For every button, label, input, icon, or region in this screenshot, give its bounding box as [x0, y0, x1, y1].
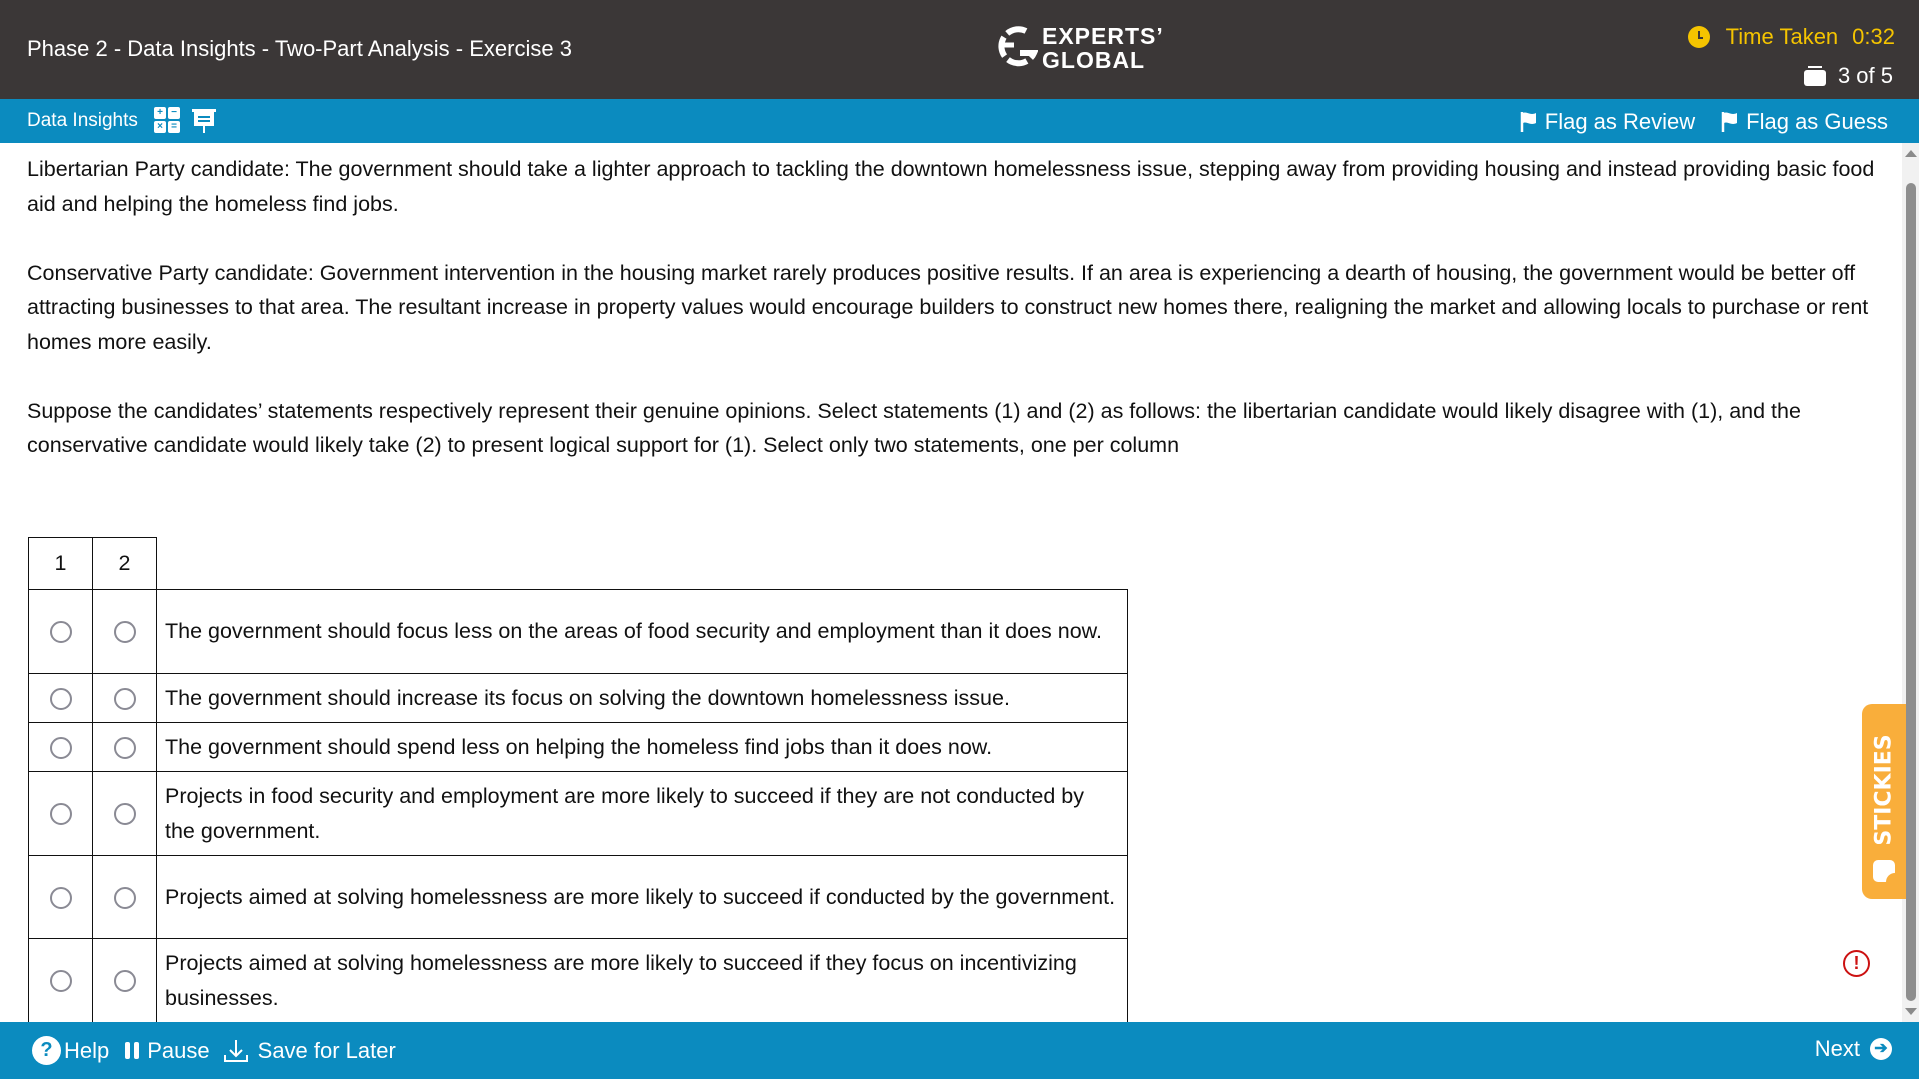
save-for-later-button[interactable]: [222, 1037, 396, 1065]
question-passage: [27, 152, 1877, 497]
flag-icon: [1721, 111, 1739, 133]
scroll-up-arrow-icon[interactable]: [1905, 150, 1917, 157]
table-row: [29, 856, 1128, 939]
statement-text: The government should spend less on helping the homeless find jobs than it does now.: [157, 723, 1128, 772]
table-header-row: [29, 538, 1128, 590]
clock-icon: [1688, 26, 1710, 48]
help-button[interactable]: [32, 1036, 109, 1065]
time-taken: [1688, 24, 1895, 50]
next-button[interactable]: [1815, 1036, 1892, 1062]
timer-value: 0:32: [1852, 24, 1895, 49]
radio-col1-row6[interactable]: [50, 970, 72, 992]
statement-text: Projects aimed at solving homelessness are more likely to succeed if conducted by the government.: [157, 856, 1128, 939]
column-header-1: 1: [29, 538, 93, 590]
report-error-icon[interactable]: !: [1843, 950, 1870, 977]
pause-label: Pause: [147, 1037, 210, 1063]
radio-col1-row3[interactable]: [50, 737, 72, 759]
table-row: [29, 772, 1128, 856]
scroll-down-arrow-icon[interactable]: [1905, 1008, 1917, 1015]
radio-col1-row4[interactable]: [50, 803, 72, 825]
next-label: Next: [1814, 1036, 1860, 1061]
radio-col2-row5[interactable]: [114, 887, 136, 909]
logo-mark-icon: [996, 25, 1038, 71]
question-progress: [1804, 63, 1893, 89]
flag-guess-label: Flag as Guess: [1746, 109, 1888, 134]
logo-line-2: GLOBAL: [1042, 47, 1146, 73]
table-row: [29, 723, 1128, 772]
exercise-title: Phase 2 - Data Insights - Two-Part Analysis - Exercise 3: [27, 36, 572, 61]
save-label: Save for Later: [257, 1037, 396, 1063]
conservative-statement: Conservative Party candidate: Government intervention in the housing market rarely produces positive results. If an area is experiencing a dearth of housing, the government would be better off attracting businesses to that area. The resultant increase in property values would encourage builders to construct new homes there, realigning the market and allowing locals to purchase or rent homes more easily.: [27, 260, 1869, 354]
libertarian-statement: Libertarian Party candidate: The government should take a lighter approach to tackling the downtown homelessness issue, stepping away from providing housing and instead providing basic food aid and helping the homeless find jobs.: [27, 157, 1875, 216]
scroll-thumb[interactable]: [1906, 183, 1916, 1001]
question-prompt: Suppose the candidates’ statements respectively represent their genuine opinions. Select statements (1) and (2) as follows: the libertarian candidate would likely disagree with (1), and the conservative candidate would likely take (2) to present logical support for (1). Select only two statements, one per column: [27, 398, 1801, 457]
radio-col2-row1[interactable]: [114, 621, 136, 643]
statement-text: Projects aimed at solving homelessness are more likely to succeed if they focus on incentivizing businesses.: [157, 939, 1128, 1023]
timer-label: Time Taken: [1725, 24, 1839, 49]
table-row: [29, 674, 1128, 723]
top-header: [0, 0, 1919, 99]
download-icon: [222, 1037, 250, 1065]
two-part-answer-table: [28, 537, 1128, 1022]
question-content: [0, 143, 1900, 1022]
statement-text: The government should focus less on the areas of food security and employment than it does now.: [157, 590, 1128, 674]
statement-text: The government should increase its focus on solving the downtown homelessness issue.: [157, 674, 1128, 723]
flag-icon: [1520, 111, 1538, 133]
radio-col2-row3[interactable]: [114, 737, 136, 759]
radio-col2-row6[interactable]: [114, 970, 136, 992]
bottom-footer: [0, 1022, 1919, 1079]
radio-col1-row2[interactable]: [50, 688, 72, 710]
column-header-2: 2: [93, 538, 157, 590]
flag-review-label: Flag as Review: [1544, 109, 1696, 134]
pause-icon: [125, 1042, 139, 1059]
radio-col1-row1[interactable]: [50, 621, 72, 643]
logo-line-1: EXPERTS’: [1042, 23, 1164, 49]
calculator-icon[interactable]: + − × =: [154, 107, 180, 133]
statement-text: Projects in food security and employment are more likely to succeed if they are not conducted by the government.: [157, 772, 1128, 856]
pause-button[interactable]: [121, 1038, 209, 1064]
arrow-right-circle-icon: ➔: [1870, 1038, 1892, 1060]
radio-col1-row5[interactable]: [50, 887, 72, 909]
stickies-tab[interactable]: [1862, 704, 1906, 899]
radio-col2-row4[interactable]: [114, 803, 136, 825]
radio-col2-row2[interactable]: [114, 688, 136, 710]
sticky-note-icon: [1873, 860, 1895, 882]
toolbar: [0, 99, 1919, 143]
stickies-label: STICKIES: [1871, 734, 1897, 846]
question-stack-icon: [1804, 66, 1826, 86]
whiteboard-icon[interactable]: [192, 107, 216, 135]
progress-text: 3 of 5: [1837, 63, 1893, 88]
flag-as-review-button[interactable]: [1520, 109, 1695, 135]
help-icon: ?: [32, 1036, 61, 1065]
table-row: [29, 590, 1128, 674]
section-label: Data Insights: [27, 110, 138, 131]
experts-global-logo: [996, 24, 1164, 72]
flag-as-guess-button[interactable]: [1721, 109, 1888, 135]
table-row: [29, 939, 1128, 1023]
help-label: Help: [64, 1037, 110, 1063]
